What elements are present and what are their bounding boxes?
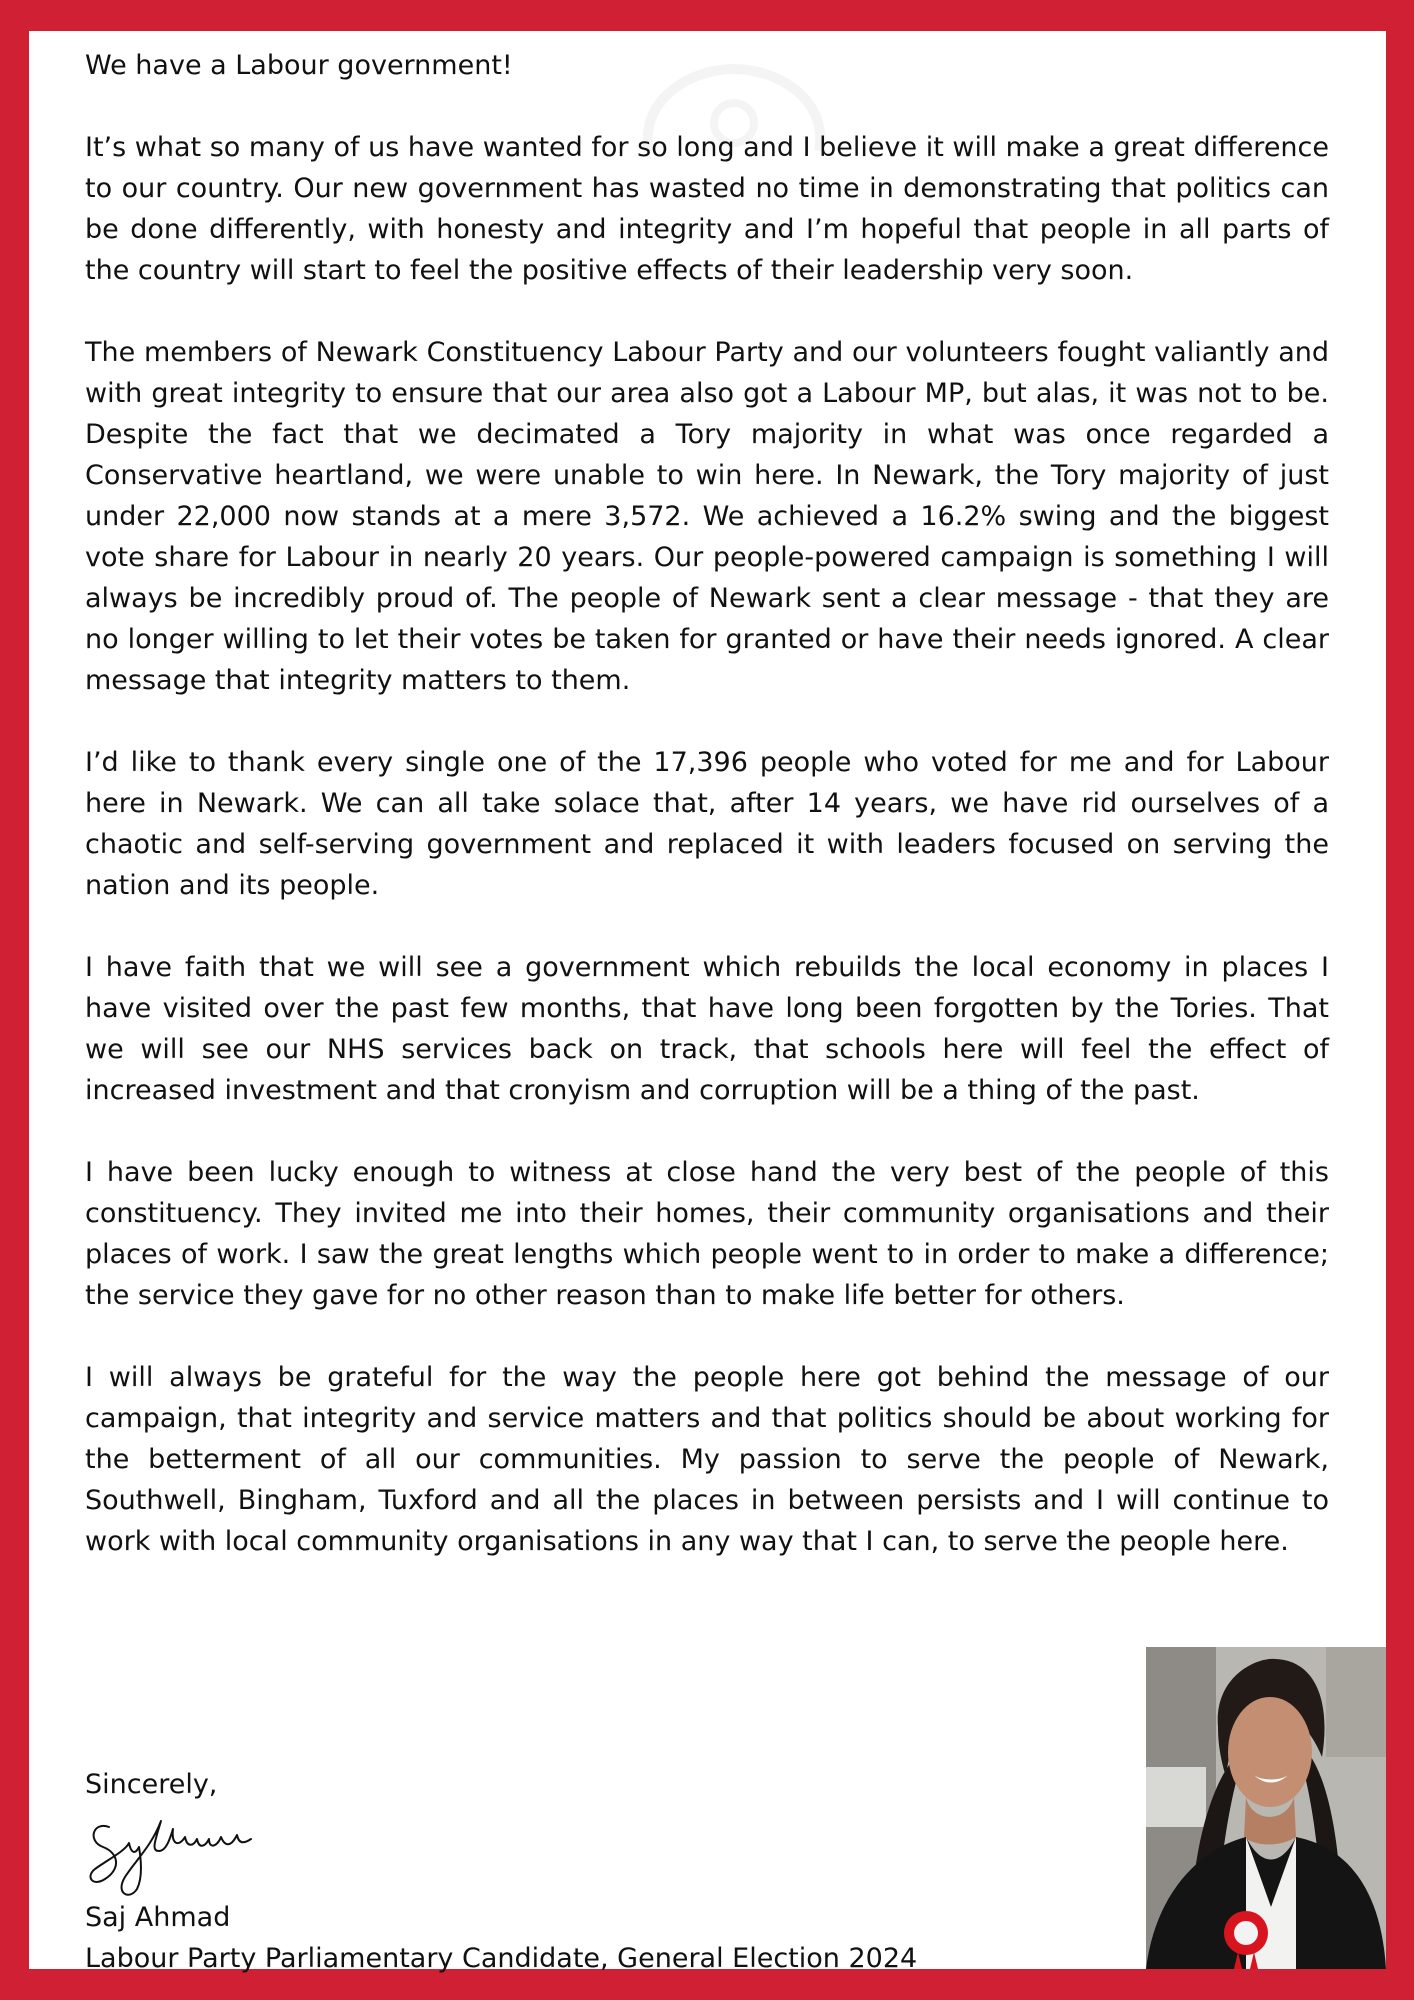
sign-off: Sincerely, (85, 1769, 218, 1800)
author-title: Labour Party Parliamentary Candidate, General Election 2024 (85, 1943, 918, 1974)
paragraph-3: I’d like to thank every single one of the 17,396 people who voted for me and for Labour here in Newark. We can all take solace that, after 14 years, we have rid ourselves of a chaotic and self-serving government and replaced it with leaders focused on serving the nation and its people. (85, 747, 1329, 901)
paragraph-6: I will always be grateful for the way the people here got behind the message of our campaign, that integrity and service matters and that politics should be about working for the betterment of all our communities. My passion to serve the people of Newark, Southwell, Bingham, Tuxford and all the places in between persists and I will continue to work with local community organisations in any way that I can, to serve the people here. (85, 1362, 1329, 1557)
letter-greeting: We have a Labour government! (85, 50, 513, 81)
letter-body (85, 45, 1329, 1603)
author-name: Saj Ahmad (85, 1902, 231, 1933)
letter-closing (85, 1764, 917, 1979)
letter-sheet (29, 31, 1386, 1974)
portrait-illustration (1146, 1647, 1386, 1969)
paragraph-1: It’s what so many of us have wanted for so long and I believe it will make a great difference to our country. Our new government has wasted no time in demonstrating that politics can be done differently, with honesty and integrity and I’m hopeful that people in all parts of the country will start to feel the positive effects of their leadership very soon. (85, 132, 1329, 286)
paragraph-5: I have been lucky enough to witness at close hand the very best of the people of this constituency. They invited me into their homes, their community organisations and their places of work. I saw the great lengths which people went to in order to make a difference; the service they gave for no other reason than to make life better for others. (85, 1157, 1329, 1311)
candidate-portrait-photo (1146, 1647, 1386, 1969)
paragraph-4: I have faith that we will see a government which rebuilds the local economy in places I have visited over the past few months, that have long been forgotten by the Tories. That we will see our NHS services back on track, that schools here will feel the effect of increased investment and that cronyism and corruption will be a thing of the past. (85, 952, 1329, 1106)
handwritten-signature-icon (81, 1807, 256, 1897)
paragraph-2: The members of Newark Constituency Labour Party and our volunteers fought valiantly and with great integrity to ensure that our area also got a Labour MP, but alas, it was not to be. Despite the fact that we decimated a Tory majority in what was once regarded a Conservative heartland, we were unable to win here. In Newark, the Tory majority of just under 22,000 now stands at a mere 3,572. We achieved a 16.2% swing and the biggest vote share for Labour in nearly 20 years. Our people-powered campaign is something I will always be incredibly proud of. The people of Newark sent a clear message - that they are no longer willing to let their votes be taken for granted or have their needs ignored. A clear message that integrity matters to them. (85, 337, 1329, 696)
